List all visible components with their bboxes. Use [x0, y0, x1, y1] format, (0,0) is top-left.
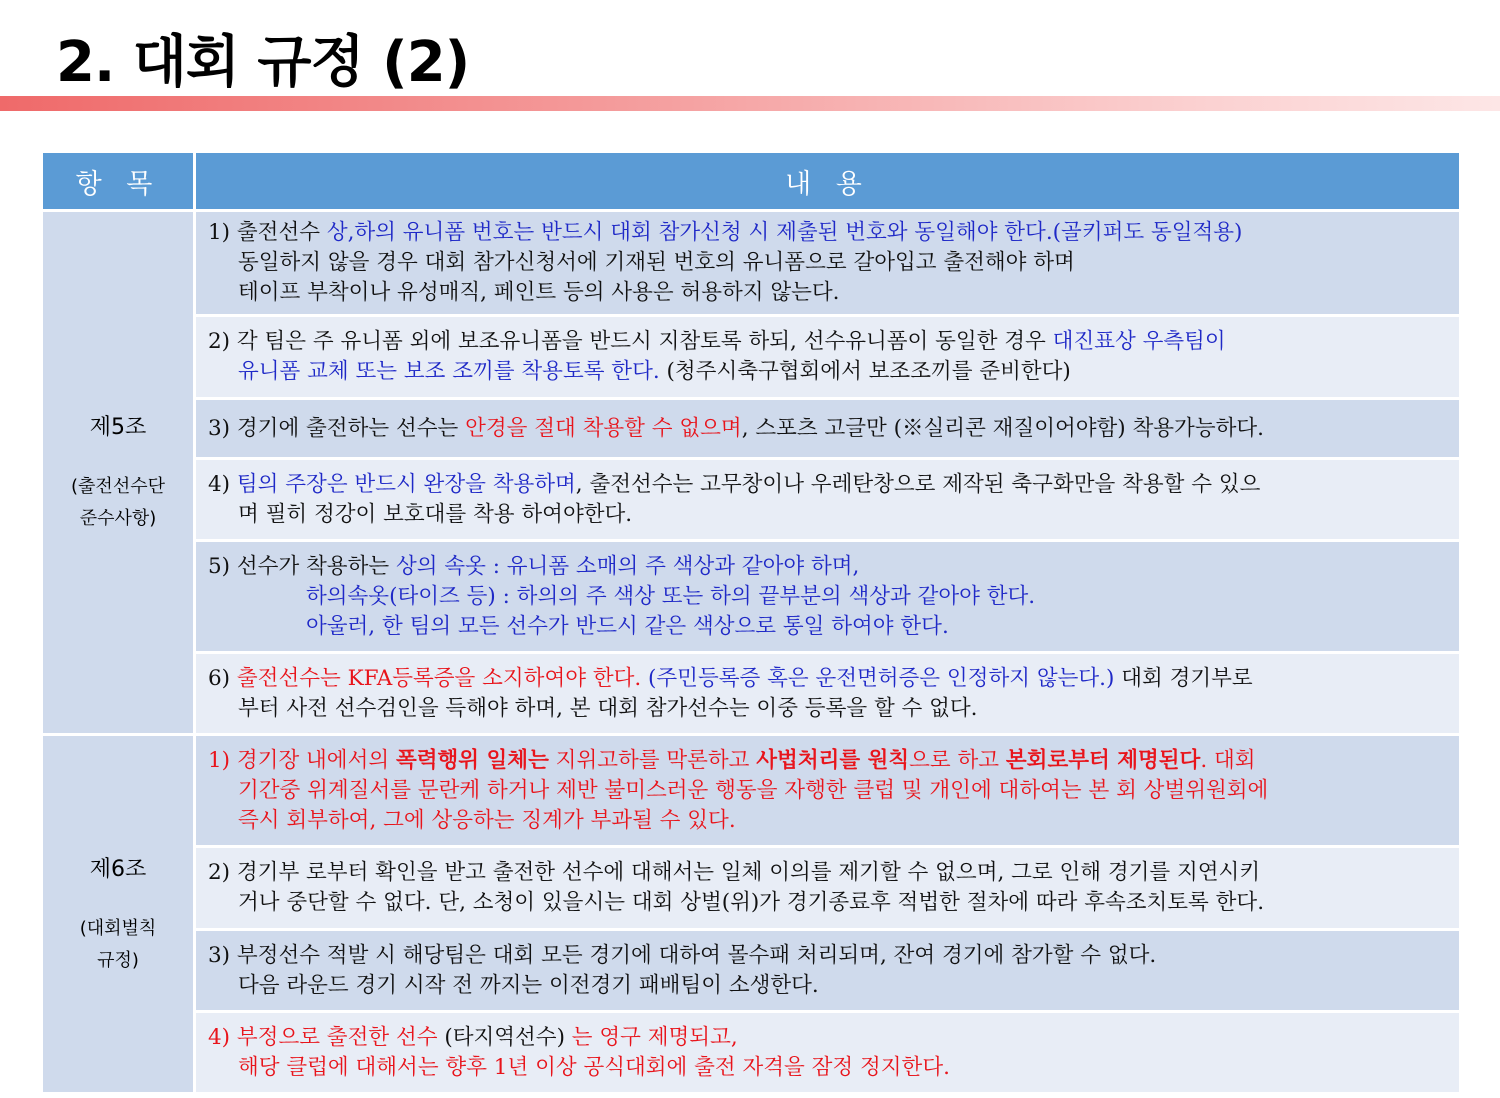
- article5-item-3: 3) 경기에 출전하는 선수는 안경을 절대 착용할 수 없으며, 스포츠 고글만 (※실리콘 재질이어야함) 착용가능하다.: [195, 399, 1461, 459]
- table-row: [42, 459, 1461, 541]
- highlight-blue: 대진표상 우측팀이: [1052, 329, 1226, 354]
- highlight-red: 는 영구 제명되고,: [571, 1024, 738, 1050]
- table-row: [42, 211, 1461, 316]
- header-category: 항 목: [42, 152, 195, 211]
- article6-item-2: 2) 경기부 로부터 확인을 받고 출전한 선수에 대해서는 일체 이의를 제기할 수 없으며, 그로 인해 경기를 지연시키 거나 중단할 수 없다. 단, 소청이 있을시는 대회 상벌(위)가 경기종료후 적법한 절차에 따라 후속조치토록 한다.: [195, 847, 1461, 930]
- article5-item-5: 5) 선수가 착용하는 상의 속옷 : 유니폼 소매의 주 색상과 같아야 하며, 하의속옷(타이즈 등) : 하의의 주 색상 또는 하의 끝부분의 색상과 같아야 한다. 아울러, 한 팀의 모든 선수가 반드시 같은 색상으로 통일 하여야 한다.: [195, 541, 1461, 653]
- highlight-blue: 팀의 주장은 반드시 완장을 착용하며: [236, 471, 576, 497]
- highlight-red: 출전선수는 KFA등록증을 소지하여야 한다.: [236, 665, 642, 691]
- article6-item-4: 4) 부정으로 출전한 선수 (타지역선수) 는 영구 제명되고, 해당 클럽에 대해서는 향후 1년 이상 공식대회에 출전 자격을 잠정 정지한다.: [195, 1012, 1461, 1094]
- table-row: [42, 847, 1461, 930]
- table-row: [42, 653, 1461, 735]
- table-header-row: [42, 152, 1461, 211]
- article5-item-4: 4) 팀의 주장은 반드시 완장을 착용하며, 출전선수는 고무창이나 우레탄창으로 제작된 축구화만을 착용할 수 있으 며 필히 정강이 보호대를 착용 하여야한다.: [195, 459, 1461, 541]
- header-content: 내 용: [195, 152, 1461, 211]
- highlight-red: 안경을 절대 착용할 수 없으며: [465, 415, 742, 441]
- rules-table: [40, 150, 1462, 1095]
- article6-subtitle-1: (대회벌칙: [79, 917, 157, 939]
- highlight-blue: 상,하의 유니폼 번호는 반드시 대회 참가신청 시 제출된 번호와 동일해야 한다.(골키퍼도 동일적용): [326, 220, 1243, 245]
- article6-category-cell: [42, 735, 195, 1094]
- article5-subtitle-1: (출전선수단: [71, 476, 165, 497]
- article6-title: 제6조: [89, 856, 147, 882]
- table-row: [42, 930, 1461, 1012]
- highlight-bold-red: 본회로부터 제명된다: [1005, 747, 1201, 773]
- highlight-bold-red: 폭력행위 일체는: [395, 747, 549, 773]
- highlight-blue: 상의 속옷 : 유니폼 소매의 주 색상과 같아야 하며,: [395, 553, 860, 579]
- article6-item-1: 1) 경기장 내에서의 폭력행위 일체는 지위고하를 막론하고 사법처리를 원칙으로 하고 본회로부터 제명된다. 대회 기간중 위계질서를 문란케 하거나 제반 불미스러운 행동을 자행한 클럽 및 개인에 대하여는 본 회 상벌위원회에 즉시 회부하여, 그에 상응하는 징계가 부과될 수 있다.: [195, 735, 1461, 847]
- article5-item-2: 2) 각 팀은 주 유니폼 외에 보조유니폼을 반드시 지참토록 하되, 선수유니폼이 동일한 경우 대진표상 우측팀이 유니폼 교체 또는 보조 조끼를 착용토록 한다. (청주시축구협회에서 보조조끼를 준비한다): [195, 316, 1461, 399]
- article6-subtitle-2: 규정): [97, 949, 139, 971]
- highlight-blue: 유니폼 교체 또는 보조 조끼를 착용토록 한다.: [238, 359, 660, 384]
- highlight-blue: (주민등록증 혹은 운전면허증은 인정하지 않는다.): [641, 665, 1115, 691]
- table-row: [42, 399, 1461, 459]
- title-underline-bar: [0, 96, 1500, 111]
- article6-item-3: 3) 부정선수 적발 시 해당팀은 대회 모든 경기에 대하여 몰수패 처리되며, 잔여 경기에 참가할 수 없다. 다음 라운드 경기 시작 전 까지는 이전경기 패배팀이 소생한다.: [195, 930, 1461, 1012]
- table-row: [42, 1012, 1461, 1094]
- table-row: [42, 541, 1461, 653]
- article5-title: 제5조: [89, 415, 147, 440]
- article5-category-cell: [42, 211, 195, 735]
- article5-item-6: 6) 출전선수는 KFA등록증을 소지하여야 한다. (주민등록증 혹은 운전면허증은 인정하지 않는다.) 대회 경기부로 부터 사전 선수검인을 득해야 하며, 본 대회 참가선수는 이중 등록을 할 수 없다.: [195, 653, 1461, 735]
- highlight-red: 4) 부정으로 출전한 선수: [208, 1024, 438, 1050]
- article5-item-1: 1) 출전선수 상,하의 유니폼 번호는 반드시 대회 참가신청 시 제출된 번호와 동일해야 한다.(골키퍼도 동일적용) 동일하지 않을 경우 대회 참가신청서에 기재된 번호의 유니폼으로 갈아입고 출전해야 하며 테이프 부착이나 유성매직, 페인트 등의 사용은 허용하지 않는다.: [195, 211, 1461, 316]
- table-row: [42, 316, 1461, 399]
- article5-subtitle-2: 준수사항): [79, 508, 157, 529]
- page-title: 2. 대회 규정 (2): [56, 30, 470, 95]
- table-row: [42, 735, 1461, 847]
- highlight-bold-red: 사법처리를 원칙: [756, 747, 910, 773]
